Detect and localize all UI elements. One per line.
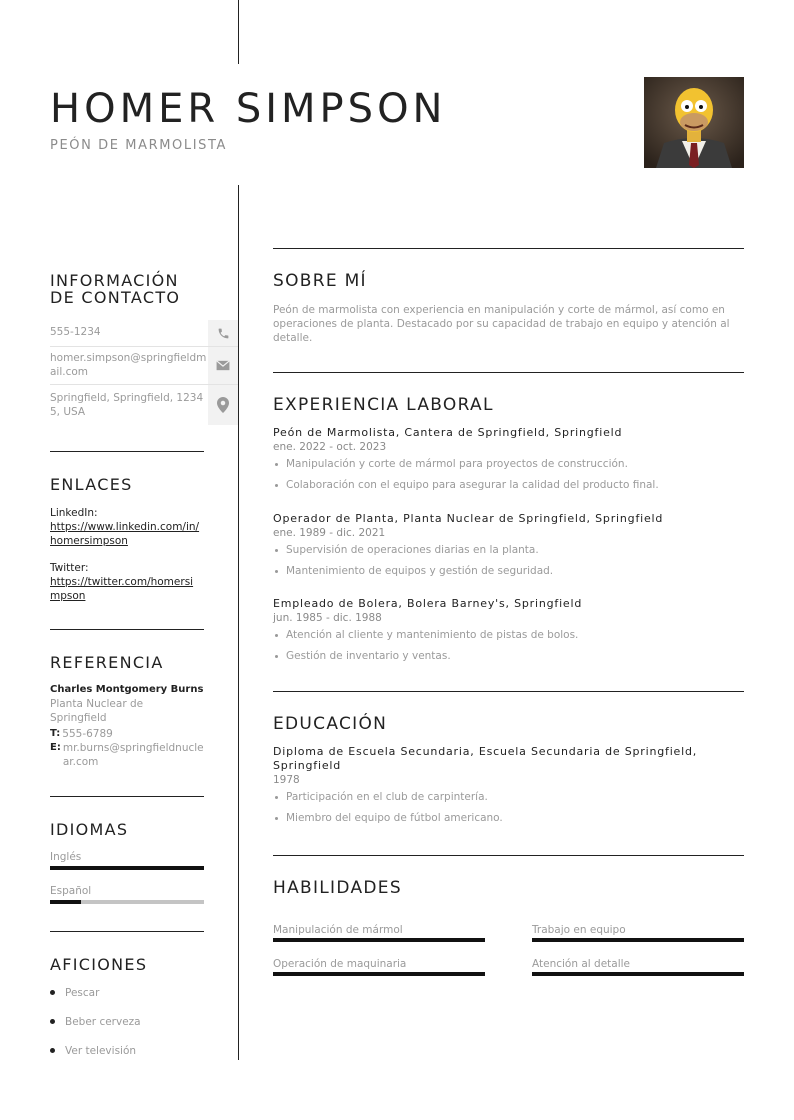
contact-list bbox=[50, 320, 238, 425]
reference-phone-row bbox=[50, 727, 205, 741]
job-entry bbox=[273, 426, 744, 499]
education-title: Diploma de Escuela Secundaria, Escuela Secundaria de Springfield, Springfield bbox=[273, 745, 698, 772]
education-entry bbox=[273, 745, 744, 832]
linkedin-link[interactable]: https://www.linkedin.com/in/homersimpson bbox=[50, 521, 200, 547]
contact-heading bbox=[50, 272, 210, 306]
language-name: Español bbox=[50, 885, 92, 897]
list-item: Participación en el club de carpintería. bbox=[273, 790, 744, 804]
job-entry-title: Empleado de Bolera, Bolera Barney's, Springfield bbox=[273, 597, 583, 610]
job-entry-dates: ene. 2022 - oct. 2023 bbox=[273, 441, 387, 453]
skill-item bbox=[273, 957, 485, 976]
left-divider bbox=[50, 796, 204, 797]
experience-heading: EXPERIENCIA LABORAL bbox=[273, 395, 494, 415]
job-entry-title: Peón de Marmolista, Cantera de Springfield, Springfield bbox=[273, 426, 623, 439]
job-bullets bbox=[273, 628, 744, 663]
skill-level-bar bbox=[273, 938, 485, 942]
contact-email[interactable]: homer.simpson@springfieldmail.com bbox=[50, 352, 207, 378]
list-item: Gestión de inventario y ventas. bbox=[273, 649, 744, 663]
skill-name: Trabajo en equipo bbox=[532, 924, 626, 936]
skill-item bbox=[532, 957, 744, 976]
right-divider bbox=[273, 691, 744, 692]
top-vertical-rule bbox=[238, 0, 239, 64]
languages-heading: IDIOMAS bbox=[50, 820, 129, 839]
hobbies-list bbox=[50, 978, 141, 1065]
list-item: Supervisión de operaciones diarias en la planta. bbox=[273, 543, 744, 557]
right-divider bbox=[273, 372, 744, 373]
language-level-bar bbox=[50, 866, 204, 870]
reference-section bbox=[50, 683, 205, 769]
list-item bbox=[50, 978, 141, 1007]
language-level-bar bbox=[50, 900, 204, 904]
reference-email-row bbox=[50, 741, 205, 769]
skills-heading: HABILIDADES bbox=[273, 878, 402, 898]
candidate-name: HOMER SIMPSON bbox=[50, 86, 447, 132]
reference-phone-label: T: bbox=[50, 728, 61, 739]
language-item bbox=[50, 884, 204, 904]
skill-item bbox=[273, 923, 485, 942]
hobbies-heading: AFICIONES bbox=[50, 955, 148, 974]
bullet-icon bbox=[50, 990, 55, 995]
contact-phone-row bbox=[50, 320, 238, 347]
left-divider bbox=[50, 931, 204, 932]
skill-name: Manipulación de mármol bbox=[273, 924, 403, 936]
contact-heading-line2: DE CONTACTO bbox=[50, 288, 181, 307]
list-item: Mantenimiento de equipos y gestión de seguridad. bbox=[273, 564, 744, 578]
twitter-link[interactable]: https://twitter.com/homersimpson bbox=[50, 576, 194, 602]
list-item: Miembro del equipo de fútbol americano. bbox=[273, 811, 744, 825]
job-entry-title: Operador de Planta, Planta Nuclear de Springfield, Springfield bbox=[273, 512, 664, 525]
language-item bbox=[50, 850, 204, 870]
education-year: 1978 bbox=[273, 774, 300, 786]
job-bullets bbox=[273, 543, 744, 578]
list-item: Colaboración con el equipo para asegurar la calidad del producto final. bbox=[273, 478, 744, 492]
job-title: PEÓN DE MARMOLISTA bbox=[50, 138, 228, 153]
job-entry-dates: jun. 1985 - dic. 1988 bbox=[273, 612, 382, 624]
education-bullets bbox=[273, 790, 744, 825]
skill-level-bar bbox=[273, 972, 485, 976]
job-entry-dates: ene. 1989 - dic. 2021 bbox=[273, 527, 386, 539]
job-entry bbox=[273, 597, 744, 670]
contact-heading-line1: INFORMACIÓN bbox=[50, 271, 179, 290]
right-divider bbox=[273, 855, 744, 856]
skill-item bbox=[532, 923, 744, 942]
left-divider bbox=[50, 451, 204, 452]
reference-company: Planta Nuclear de Springfield bbox=[50, 698, 144, 724]
education-heading: EDUCACIÓN bbox=[273, 714, 388, 734]
bullet-icon bbox=[50, 1048, 55, 1053]
contact-email-row bbox=[50, 347, 238, 385]
mail-icon bbox=[208, 347, 238, 384]
linkedin-label: LinkedIn: bbox=[50, 507, 98, 519]
list-item: Atención al cliente y mantenimiento de pistas de bolos. bbox=[273, 628, 744, 642]
left-divider bbox=[50, 629, 204, 630]
hobby-label: Pescar bbox=[65, 986, 100, 999]
list-item bbox=[50, 1007, 141, 1036]
reference-email-label: E: bbox=[50, 742, 61, 753]
language-level-fill bbox=[50, 900, 81, 904]
language-level-fill bbox=[50, 866, 204, 870]
about-heading: SOBRE MÍ bbox=[273, 271, 367, 291]
reference-name: Charles Montgomery Burns bbox=[50, 684, 204, 695]
reference-phone[interactable]: 555-6789 bbox=[62, 728, 113, 740]
hobby-label: Beber cerveza bbox=[65, 1015, 141, 1028]
languages-section bbox=[50, 850, 204, 904]
contact-phone[interactable]: 555-1234 bbox=[50, 326, 101, 338]
twitter-label: Twitter: bbox=[50, 562, 89, 574]
about-text: Peón de marmolista con experiencia en manipulación y corte de mármol, así como en operaciones de planta. Destacado por su capacidad de trabajo en equipo y atención al detalle. bbox=[273, 304, 730, 344]
reference-email[interactable]: mr.burns@springfieldnuclear.com bbox=[62, 742, 204, 768]
contact-address-row bbox=[50, 385, 238, 425]
contact-address: Springfield, Springfield, 12345, USA bbox=[50, 392, 204, 418]
right-divider bbox=[273, 248, 744, 249]
profile-photo bbox=[644, 77, 744, 168]
phone-icon bbox=[208, 320, 238, 346]
column-vertical-rule bbox=[238, 185, 239, 1060]
links-heading: ENLACES bbox=[50, 475, 133, 494]
skill-name: Operación de maquinaria bbox=[273, 958, 407, 970]
links-section bbox=[50, 506, 202, 603]
skill-level-bar bbox=[532, 972, 744, 976]
skill-name: Atención al detalle bbox=[532, 958, 630, 970]
bullet-icon bbox=[50, 1019, 55, 1024]
language-name: Inglés bbox=[50, 851, 82, 863]
list-item: Manipulación y corte de mármol para proyectos de construcción. bbox=[273, 457, 744, 471]
list-item bbox=[50, 1036, 141, 1065]
job-entry bbox=[273, 512, 744, 585]
reference-heading: REFERENCIA bbox=[50, 653, 164, 672]
hobby-label: Ver televisión bbox=[65, 1044, 137, 1057]
job-bullets bbox=[273, 457, 744, 492]
skill-level-bar bbox=[532, 938, 744, 942]
location-pin-icon bbox=[208, 385, 238, 425]
